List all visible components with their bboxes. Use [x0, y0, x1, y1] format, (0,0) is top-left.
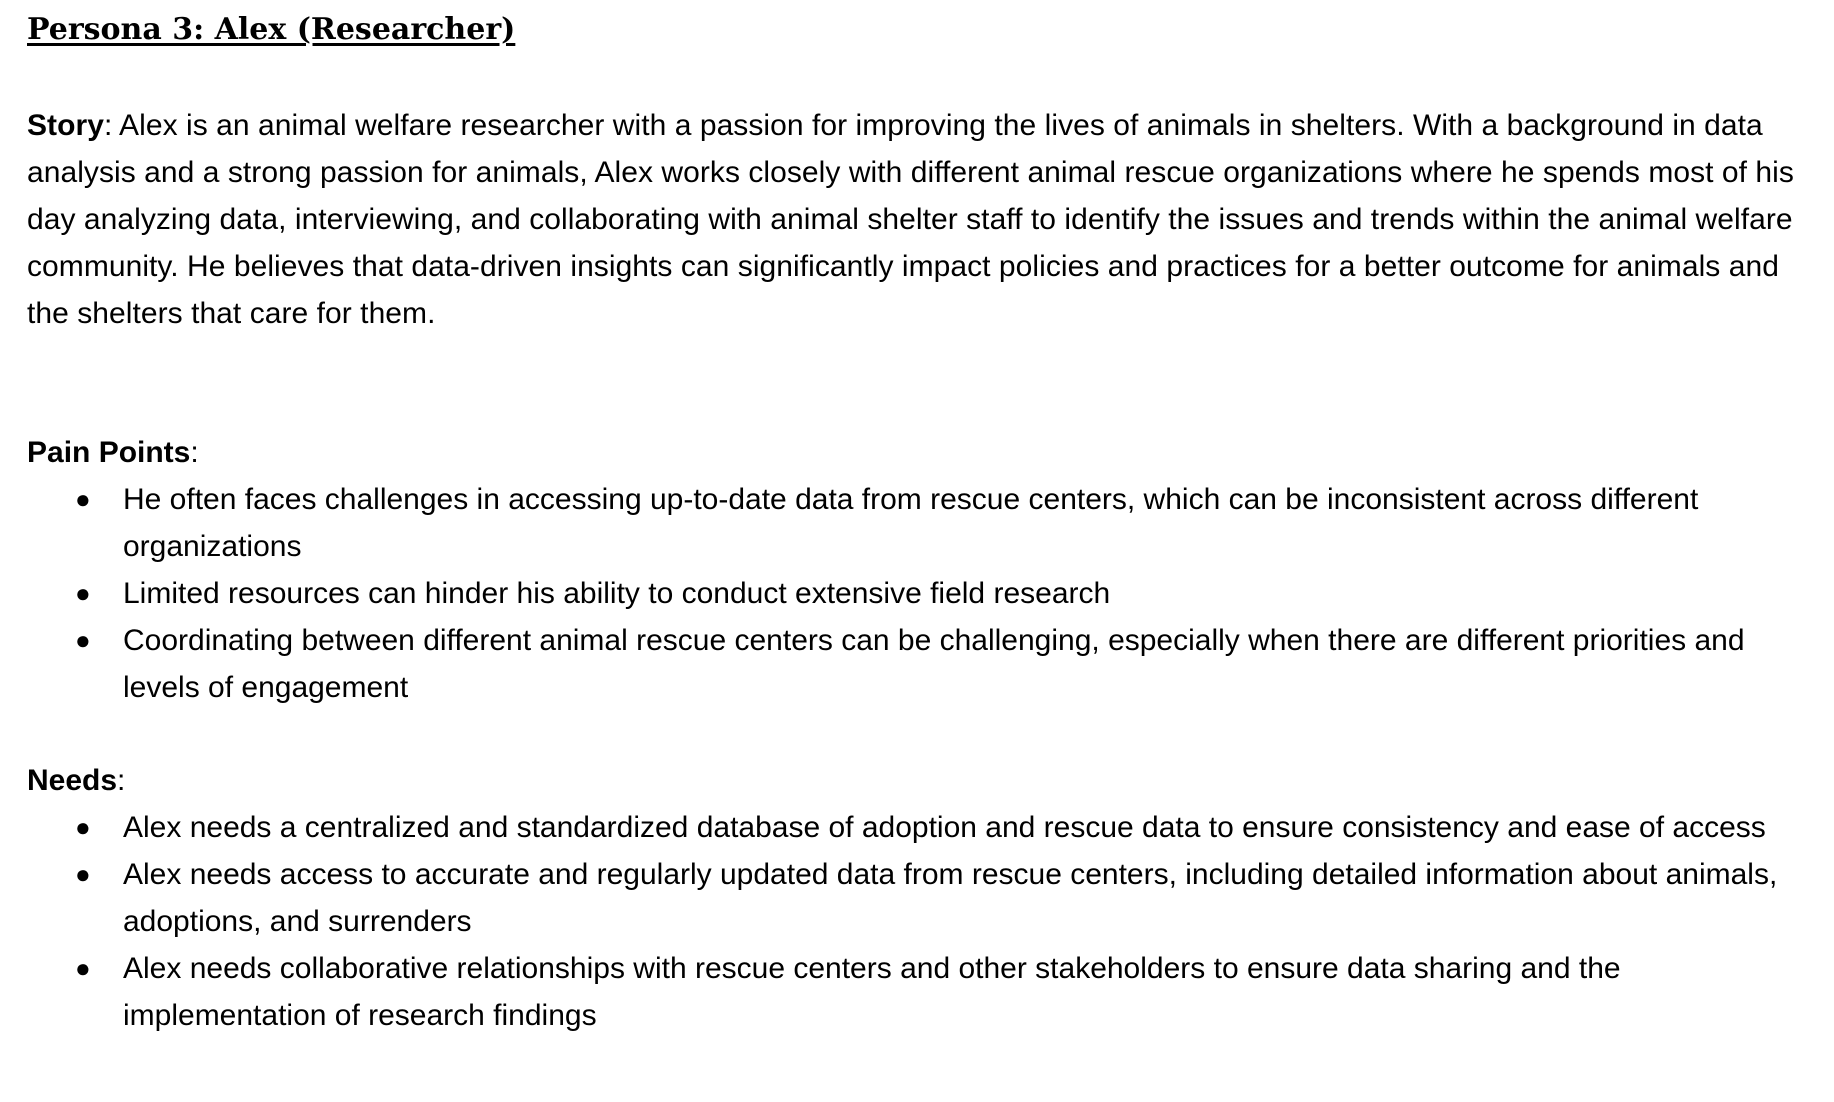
story-paragraph [27, 102, 1807, 337]
needs-heading [27, 757, 1807, 804]
list-item [27, 476, 1807, 570]
list-item [27, 570, 1807, 617]
persona-title: Persona 3: Alex (Researcher) [27, 12, 516, 47]
document-body [27, 10, 1807, 1039]
list-item-text: Alex needs collaborative relationships with rescue centers and other stakeholders to ensure data sharing and the implementation of research findings [123, 952, 1621, 1032]
list-item [27, 617, 1807, 711]
needs-list [27, 804, 1807, 1039]
bullet-icon: ● [75, 812, 91, 842]
list-item-text: Coordinating between different animal rescue centers can be challenging, especially when there are different priorities and levels of engagement [123, 624, 1745, 704]
list-item-text: He often faces challenges in accessing up-to-date data from rescue centers, which can be inconsistent across different organizations [123, 483, 1699, 563]
bullet-icon: ● [75, 578, 91, 608]
list-item [27, 945, 1807, 1039]
story-text: Alex is an animal welfare researcher with a passion for improving the lives of animals in shelters. With a background in data analysis and a strong passion for animals, Alex works closely with different animal rescue organizations where he spends most of his day analyzing data, interviewing, and collaborating with animal shelter staff to identify the issues and trends within the animal welfare community. He believes that data-driven insights can significantly impact policies and practices for a better outcome for animals and the shelters that care for them. [27, 109, 1794, 330]
story-label: Story [27, 109, 104, 142]
needs-separator: : [117, 764, 126, 797]
list-item [27, 804, 1807, 851]
bullet-icon: ● [75, 953, 91, 983]
list-item-text: Limited resources can hinder his ability to conduct extensive field research [123, 577, 1111, 610]
list-item-text: Alex needs a centralized and standardized database of adoption and rescue data to ensure consistency and ease of access [123, 811, 1766, 844]
pain-points-list [27, 476, 1807, 711]
needs-label: Needs [27, 764, 118, 797]
list-item-text: Alex needs access to accurate and regularly updated data from rescue centers, including detailed information about animals, adoptions, and surrenders [123, 858, 1778, 938]
story-separator: : [103, 109, 113, 142]
pain-points-separator: : [190, 436, 199, 469]
pain-points-label: Pain Points [27, 436, 191, 469]
bullet-icon: ● [75, 484, 91, 514]
bullet-icon: ● [75, 859, 91, 889]
bullet-icon: ● [75, 625, 91, 655]
pain-points-heading [27, 429, 1807, 476]
list-item [27, 851, 1807, 945]
